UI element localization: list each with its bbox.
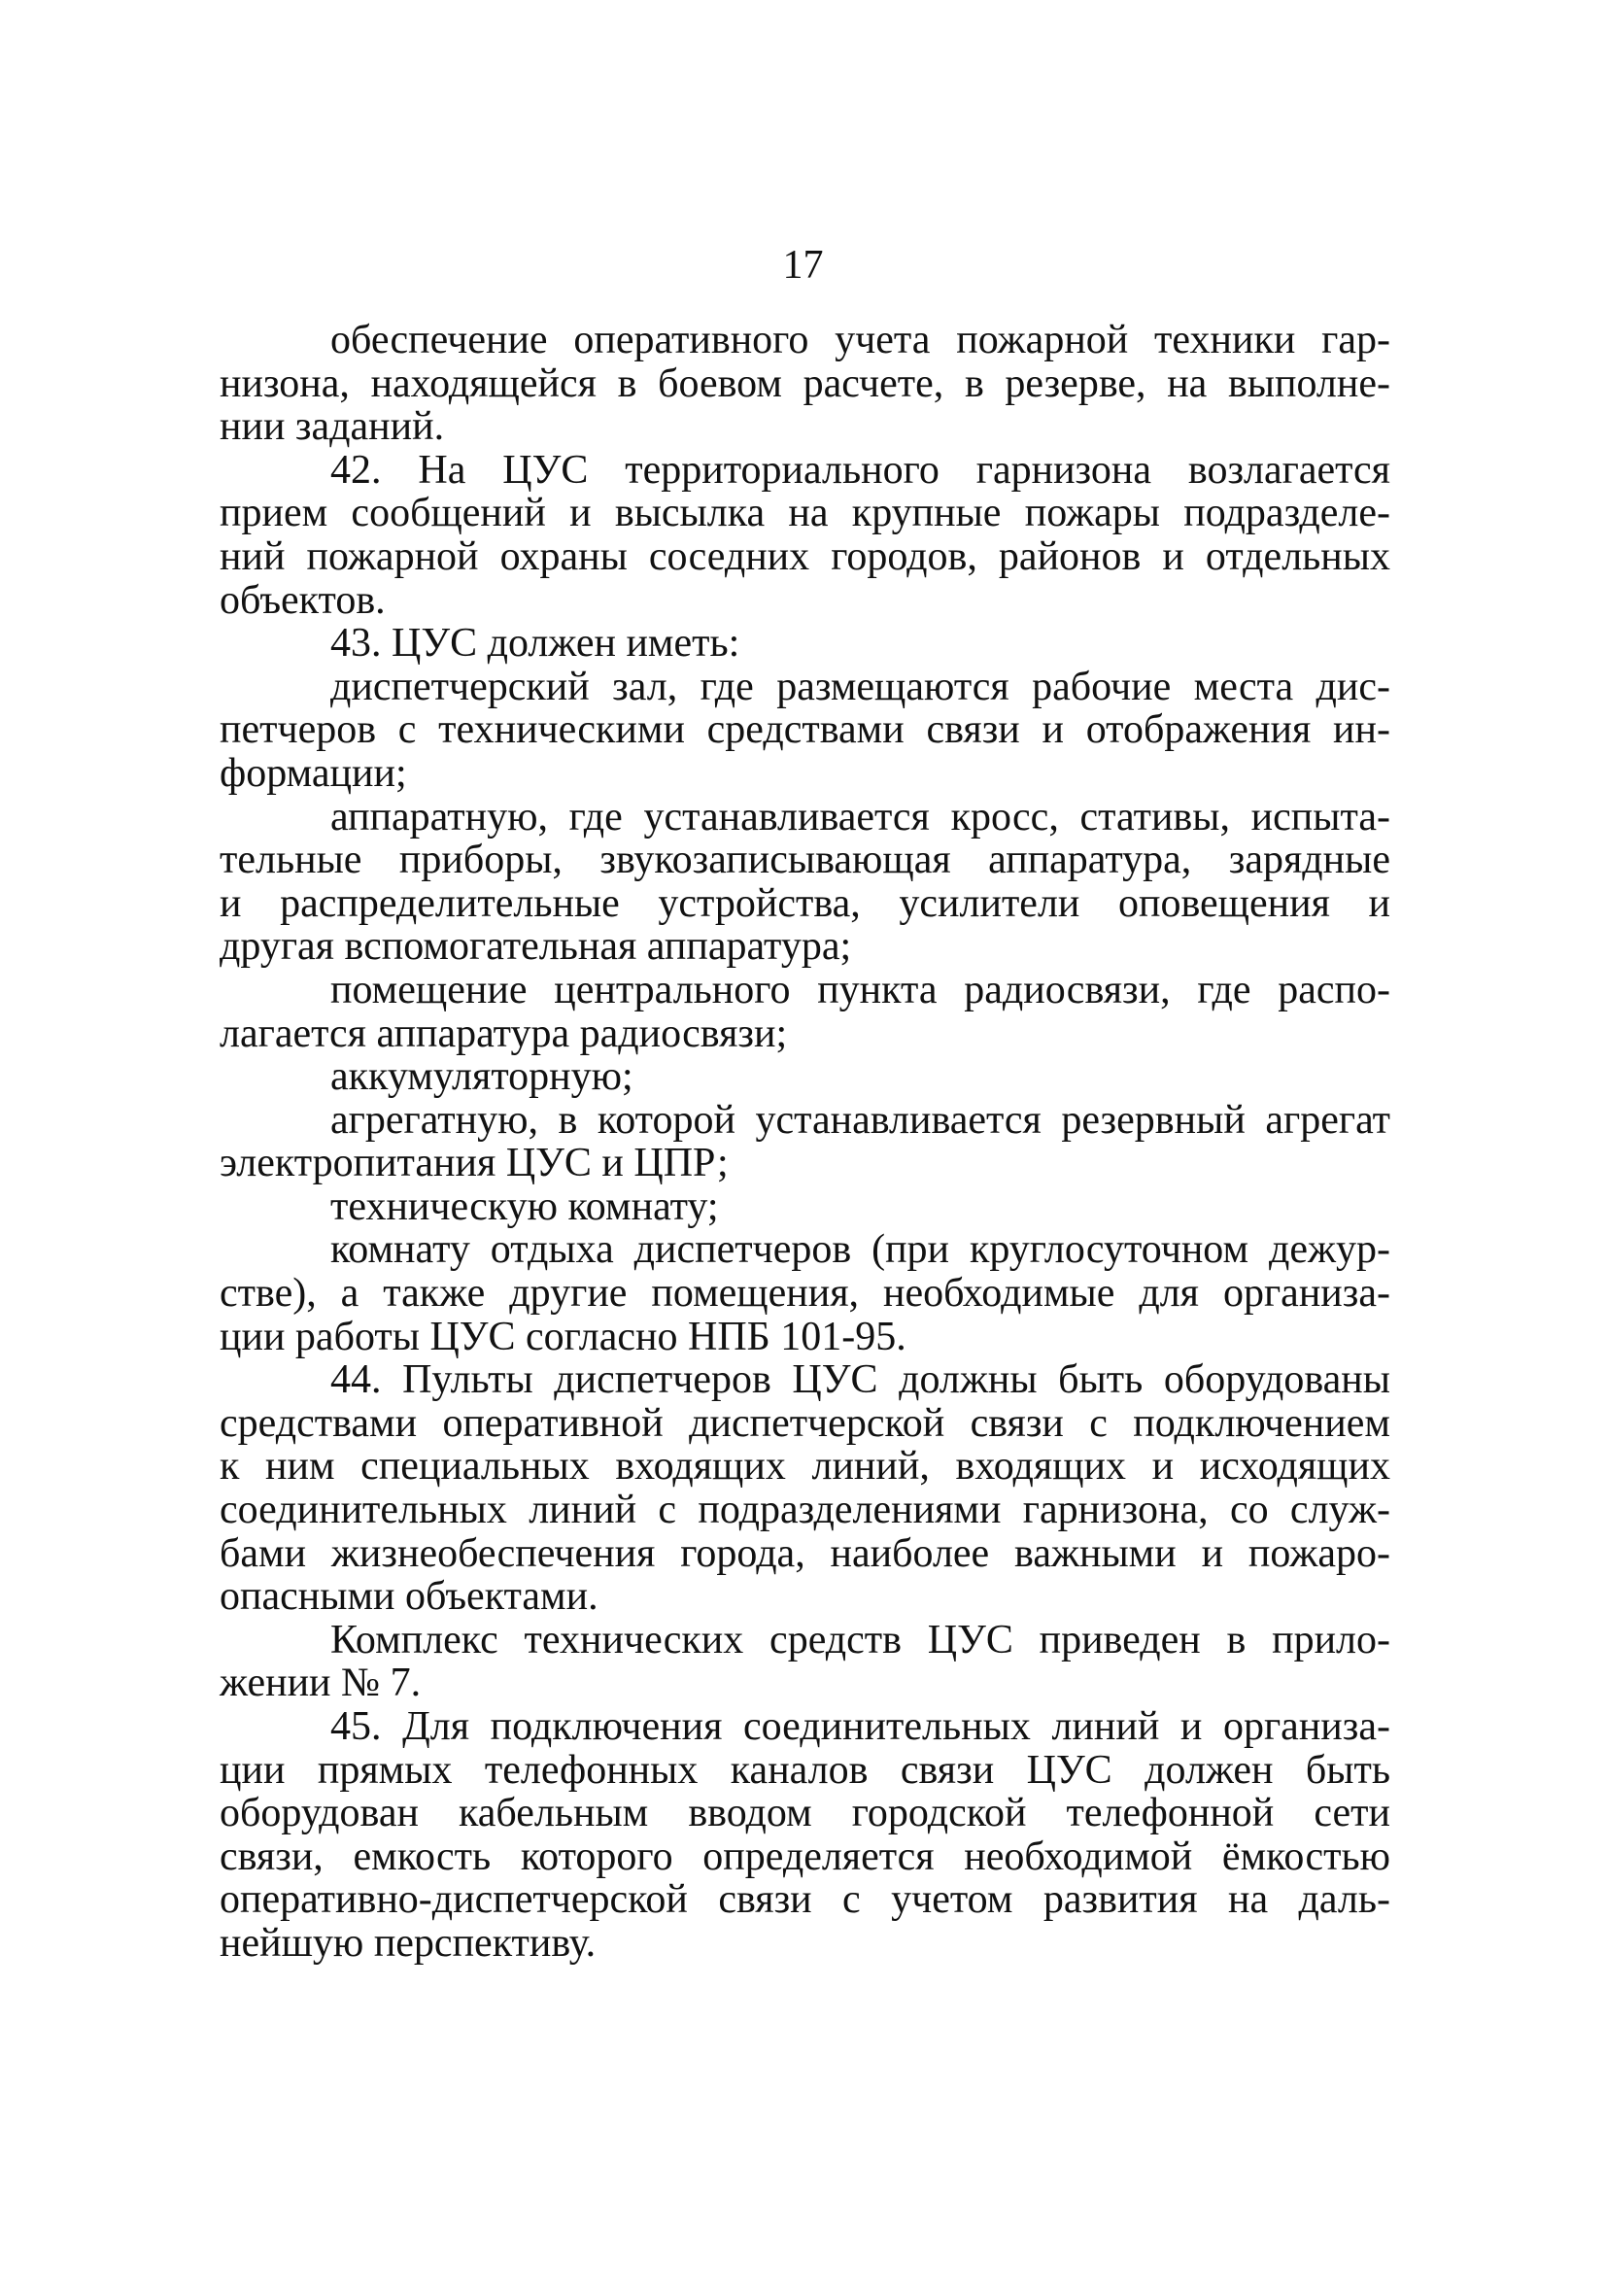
- text-line: нейшую перспективу.: [220, 1920, 597, 1966]
- text-line: средствами оперативной диспетчерской связи с подключением: [220, 1400, 1390, 1446]
- text-line: к ним специальных входящих линий, входящих и исходящих: [220, 1444, 1390, 1490]
- text-line: диспетчерский зал, где размещаются рабочие места дис-: [330, 664, 1390, 709]
- text-line: 42. На ЦУС территориального гарнизона возлагается: [330, 447, 1390, 493]
- text-line: оборудован кабельным вводом городской телефонной сети: [220, 1791, 1390, 1836]
- text-line: ции прямых телефонных каналов связи ЦУС должен быть: [220, 1747, 1390, 1793]
- text-line: обеспечение оперативного учета пожарной техники гар-: [330, 318, 1390, 362]
- text-line: прием сообщений и высылка на крупные пожары подразделе-: [220, 491, 1390, 536]
- text-line: бами жизнеобеспечения города, наиболее важными и пожаро-: [220, 1530, 1390, 1576]
- text-line: петчеров с техническими средствами связи и отображения ин-: [220, 707, 1390, 753]
- text-line: аккумуляторную;: [330, 1054, 633, 1100]
- text-line: опасными объектами.: [220, 1574, 598, 1620]
- text-line: 43. ЦУС должен иметь:: [330, 621, 740, 667]
- text-line: лагается аппаратура радиосвязи;: [220, 1011, 788, 1056]
- text-line: ний пожарной охраны соседних городов, районов и отдельных: [220, 533, 1390, 579]
- text-line: объектов.: [220, 577, 386, 623]
- text-line: аппаратную, где устанавливается кросс, стативы, испыта-: [330, 794, 1390, 840]
- text-line: помещение центрального пункта радиосвязи, где распо-: [330, 967, 1390, 1012]
- text-line: другая вспомогательная аппаратура;: [220, 924, 852, 970]
- text-line: Комплекс технических средств ЦУС приведен в прило-: [330, 1617, 1390, 1662]
- text-line: формации;: [220, 750, 407, 796]
- text-line: 45. Для подключения соединительных линий и организа-: [330, 1704, 1390, 1749]
- text-line: нии заданий.: [220, 404, 445, 450]
- text-line: стве), а также другие помещения, необходимые для организа-: [220, 1271, 1390, 1317]
- text-line: тельные приборы, звукозаписывающая аппаратура, зарядные: [220, 838, 1390, 883]
- text-line: техническую комнату;: [330, 1183, 719, 1229]
- text-line: соединительных линий с подразделениями гарнизона, со служ-: [220, 1488, 1390, 1533]
- text-line: комнату отдыха диспетчеров (при круглосуточном дежур-: [330, 1227, 1390, 1273]
- text-line: жении № 7.: [220, 1661, 422, 1706]
- text-line: оперативно-диспетчерской связи с учетом развития на даль-: [220, 1877, 1390, 1923]
- text-line: и распределительные устройства, усилители оповещения и: [220, 880, 1390, 926]
- text-line: связи, емкость которого определяется необходимой ёмкостью: [220, 1833, 1390, 1879]
- text-line: агрегатную, в которой устанавливается резервный агрегат: [330, 1097, 1390, 1143]
- page-number: 17: [782, 243, 824, 288]
- text-line: низона, находящейся в боевом расчете, в резерве, на выполне-: [220, 360, 1390, 406]
- text-line: электропитания ЦУС и ЦПР;: [220, 1141, 729, 1186]
- text-line: 44. Пульты диспетчеров ЦУС должны быть оборудованы: [330, 1357, 1390, 1403]
- text-line: ции работы ЦУС согласно НПБ 101-95.: [220, 1314, 906, 1359]
- document-body: [220, 319, 1390, 1966]
